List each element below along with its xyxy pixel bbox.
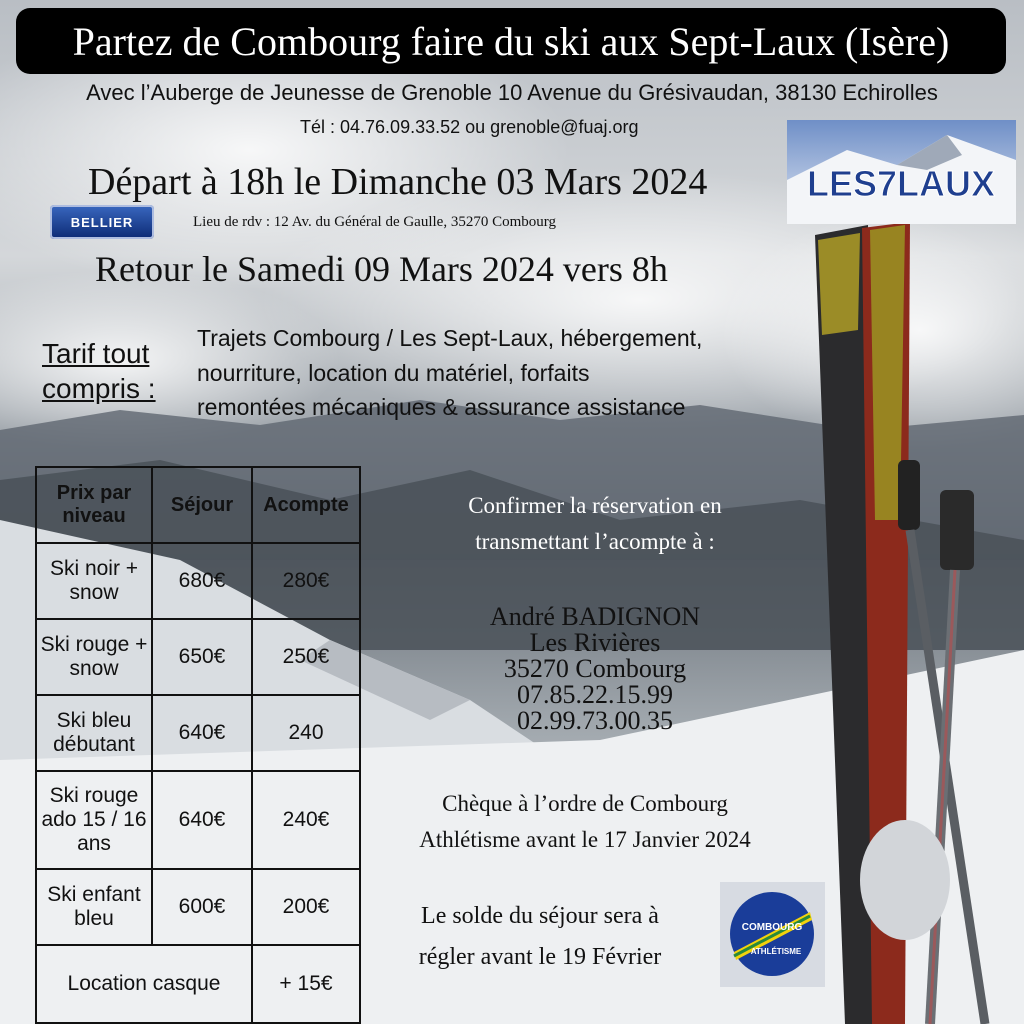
level-cell: Ski bleu débutant <box>36 695 152 771</box>
confirm-instructions <box>380 488 810 559</box>
table-row <box>36 771 360 869</box>
sejour-cell: 640€ <box>152 695 252 771</box>
club-logo-sub: ATHLÉTISME <box>750 947 802 956</box>
column-header-level: Prix par niveau <box>36 467 152 543</box>
solde-line1: Le solde du séjour sera à <box>421 903 659 929</box>
tarif-desc-line1: Trajets Combourg / Les Sept-Laux, hébergement, <box>197 325 703 351</box>
table-row-extra <box>36 945 360 1023</box>
contact-phone-landline: 02.99.73.00.35 <box>517 706 673 735</box>
acompte-cell: 240€ <box>252 771 360 869</box>
confirm-line2: transmettant l’acompte à : <box>475 528 715 554</box>
column-header-acompte: Acompte <box>252 467 360 543</box>
tarif-description <box>197 321 817 425</box>
tarif-desc-line2: nourriture, location du matériel, forfaits <box>197 359 590 386</box>
table-header-row <box>36 467 360 543</box>
cheque-line2: Athlétisme avant le 17 Janvier 2024 <box>419 826 751 852</box>
acompte-cell: 240 <box>252 695 360 771</box>
les-sept-laux-logo-text: LES7LAUX <box>806 163 996 204</box>
tarif-desc-line3: remontées mécaniques & assurance assistance <box>197 394 686 420</box>
les-sept-laux-logo <box>787 120 1016 224</box>
combourg-athletisme-logo <box>720 882 825 987</box>
level-cell: Ski rouge + snow <box>36 619 152 695</box>
page-title: Partez de Combourg faire du ski aux Sept-Laux (Isère) <box>72 18 950 64</box>
hostel-address: Avec l’Auberge de Jeunesse de Grenoble 10 Avenue du Grésivaudan, 38130 Echirolles <box>86 80 938 105</box>
title-banner <box>16 8 1006 74</box>
contact-address <box>420 604 770 734</box>
contact-name: André BADIGNON <box>489 602 701 631</box>
level-cell: Ski noir + snow <box>36 543 152 619</box>
club-logo-name: COMBOURG <box>741 922 803 933</box>
tarif-label-line2: compris : <box>42 373 156 404</box>
hostel-contact: Tél : 04.76.09.33.52 ou grenoble@fuaj.org <box>300 117 639 137</box>
extra-label-cell: Location casque <box>36 945 252 1023</box>
balance-info <box>360 896 720 978</box>
sejour-cell: 600€ <box>152 869 252 945</box>
table-row <box>36 619 360 695</box>
tarif-label <box>42 336 156 406</box>
acompte-cell: 200€ <box>252 869 360 945</box>
confirm-line1: Confirmer la réservation en <box>468 493 722 518</box>
solde-line2: régler avant le 19 Février <box>418 943 662 970</box>
bellier-logo-text: BELLIER <box>70 214 134 230</box>
table-row <box>36 543 360 619</box>
cheque-info <box>355 786 815 857</box>
table-row <box>36 695 360 771</box>
sejour-cell: 650€ <box>152 619 252 695</box>
table-row <box>36 869 360 945</box>
level-cell: Ski rouge ado 15 / 16 ans <box>36 771 152 869</box>
departure-info: Départ à 18h le Dimanche 03 Mars 2024 <box>88 161 708 203</box>
sejour-cell: 640€ <box>152 771 252 869</box>
tarif-label-line1: Tarif tout <box>42 338 150 369</box>
column-header-sejour: Séjour <box>152 467 252 543</box>
acompte-cell: 280€ <box>252 543 360 619</box>
meeting-point: Lieu de rdv : 12 Av. du Général de Gaulle, 35270 Combourg <box>193 214 556 230</box>
sejour-cell: 680€ <box>152 543 252 619</box>
bellier-logo <box>50 205 154 239</box>
contact-street: Les Rivières <box>529 628 661 657</box>
contact-city: 35270 Combourg <box>503 654 687 683</box>
extra-value-cell: + 15€ <box>252 945 360 1023</box>
cheque-line1: Chèque à l’ordre de Combourg <box>442 791 728 816</box>
contact-phone-mobile: 07.85.22.15.99 <box>517 680 673 709</box>
level-cell: Ski enfant bleu <box>36 869 152 945</box>
acompte-cell: 250€ <box>252 619 360 695</box>
return-info: Retour le Samedi 09 Mars 2024 vers 8h <box>95 249 668 289</box>
price-table <box>35 466 361 1024</box>
